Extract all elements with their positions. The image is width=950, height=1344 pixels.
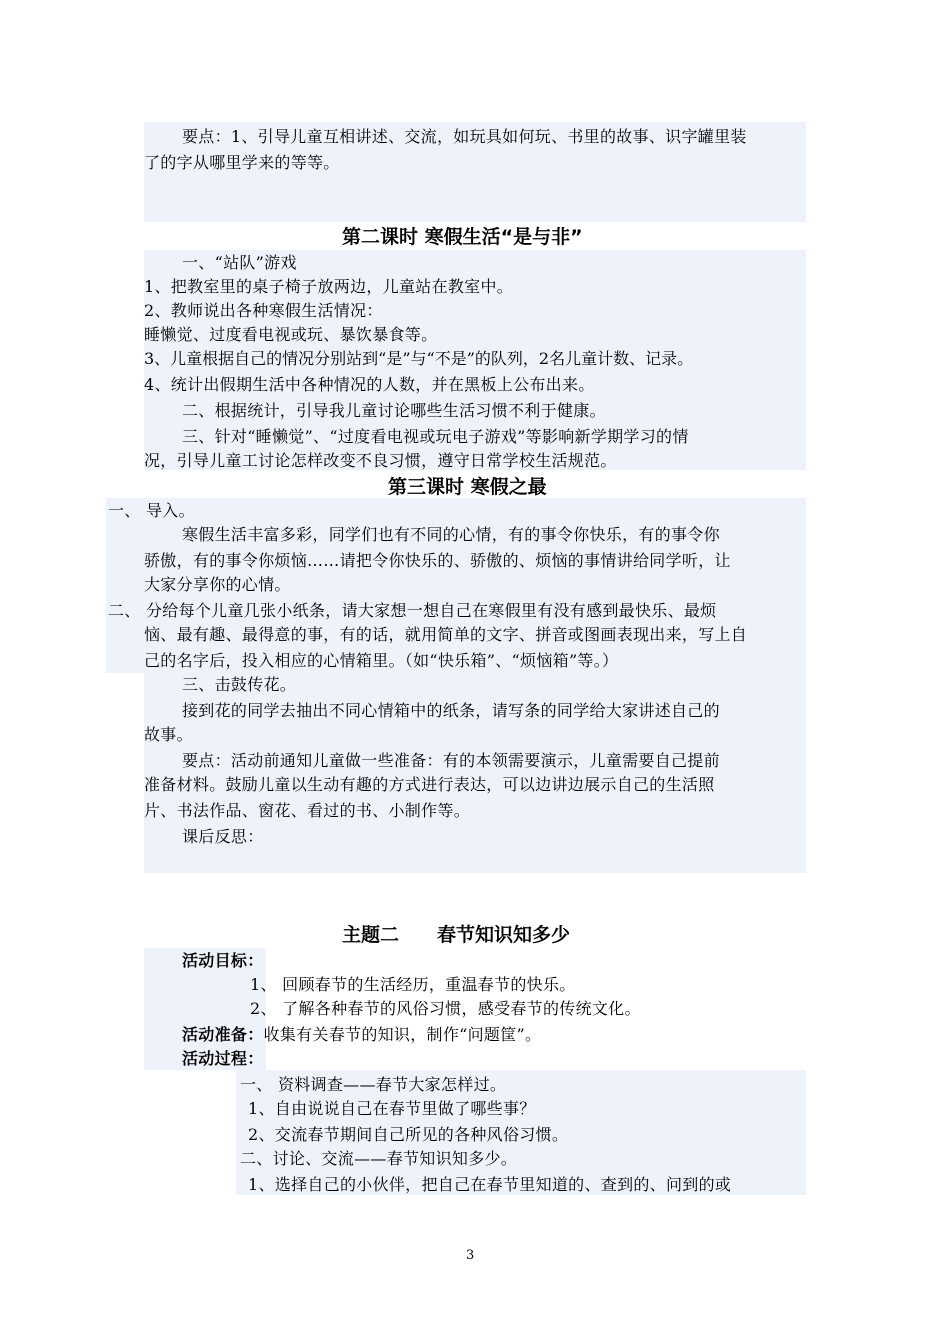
lesson2-line: 2、教师说出各种寒假生活情况：: [144, 301, 383, 320]
lesson3-line: 准备材料。鼓励儿童以生动有趣的方式进行表达，可以边讲边展示自己的生活照: [144, 775, 715, 794]
theme2-title: 主题二 春节知识知多少: [342, 924, 571, 946]
lesson2-line: 3、儿童根据自己的情况分别站到“是”与“不是”的队列，2名儿童计数、记录。: [144, 349, 694, 368]
top-para-line-1: 要点：1、引导儿童互相讲述、交流，如玩具如何玩、书里的故事、识字罐里装: [182, 127, 747, 146]
lesson2-line: 睡懒觉、过度看电视或玩、暴饮暴食等。: [144, 325, 438, 344]
process-item: 1、自由说说自己在春节里做了哪些事？: [248, 1099, 536, 1118]
lesson3-line: 三、击鼓传花。: [182, 675, 297, 694]
lesson2-line: 4、统计出假期生活中各种情况的人数，并在黑板上公布出来。: [144, 375, 595, 394]
goal-item: 1、 回顾春节的生活经历，重温春节的快乐。: [250, 975, 576, 994]
goal-item: 2、 了解各种春节的风俗习惯，感受春节的传统文化。: [250, 999, 641, 1018]
lesson2-line: 二、根据统计，引导我儿童讨论哪些生活习惯不利于健康。: [182, 401, 606, 420]
process-item: 1、选择自己的小伙伴，把自己在春节里知道的、查到的、问到的或: [248, 1175, 732, 1194]
process-item: 2、交流春节期间自己所见的各种风俗习惯。: [248, 1125, 569, 1144]
page-number: 3: [466, 1248, 475, 1263]
top-para-line-2: 了的字从哪里学来的等等。: [144, 153, 340, 172]
lesson2-line: 1、把教室里的桌子椅子放两边，儿童站在教室中。: [144, 277, 514, 296]
process-label: 活动过程：: [182, 1049, 264, 1068]
lesson3-line: 故事。: [144, 725, 193, 744]
lesson3-line: 寒假生活丰富多彩，同学们也有不同的心情，有的事令你快乐，有的事令你: [182, 525, 720, 544]
lesson2-line: 一、“站队”游戏: [182, 253, 297, 272]
lesson3-line: 大家分享你的心情。: [144, 575, 291, 594]
lesson2-line: 三、针对“睡懒觉”、“过度看电视或玩电子游戏”等影响新学期学习的情: [182, 427, 689, 446]
lesson2-title: 第二课时 寒假生活“是与非”: [342, 226, 583, 248]
lesson3-title: 第三课时 寒假之最: [388, 476, 547, 498]
lesson3-line: 恼、最有趣、最得意的事，有的话，就用简单的文字、拼音或图画表现出来，写上自: [144, 625, 748, 644]
lesson3-line: 二、 分给每个儿童几张小纸条，请大家想一想自己在寒假里有没有感到最快乐、最烦: [108, 601, 717, 620]
lesson3-line: 己的名字后，投入相应的心情箱里。（如“快乐箱”、“烦恼箱”等。）: [144, 651, 619, 670]
lesson3-line: 骄傲，有的事令你烦恼……请把令你快乐的、骄傲的、烦恼的事情讲给同学听，让: [144, 551, 731, 570]
process-item: 二、讨论、交流——春节知识知多少。: [240, 1149, 518, 1168]
lesson3-line: 要点：活动前通知儿童做一些准备：有的本领需要演示，儿童需要自己提前: [182, 751, 720, 770]
lesson3-line: 片、书法作品、窗花、看过的书、小制作等。: [144, 801, 471, 820]
prep-label: 活动准备：: [182, 1025, 264, 1044]
lesson3-line: 接到花的同学去抽出不同心情箱中的纸条，请写条的同学给大家讲述自己的: [182, 701, 720, 720]
process-item: 一、 资料调查——春节大家怎样过。: [240, 1075, 507, 1094]
goal-label: 活动目标：: [182, 951, 264, 970]
lesson3-line: 一、 导入。: [108, 501, 195, 520]
lesson2-line: 况，引导儿童工讨论怎样改变不良习惯，遵守日常学校生活规范。: [144, 451, 617, 470]
prep-row: [182, 1024, 541, 1046]
prep-text: 收集有关春节的知识，制作“问题筐”。: [263, 1025, 542, 1044]
lesson3-line: 课后反思：: [182, 827, 264, 846]
